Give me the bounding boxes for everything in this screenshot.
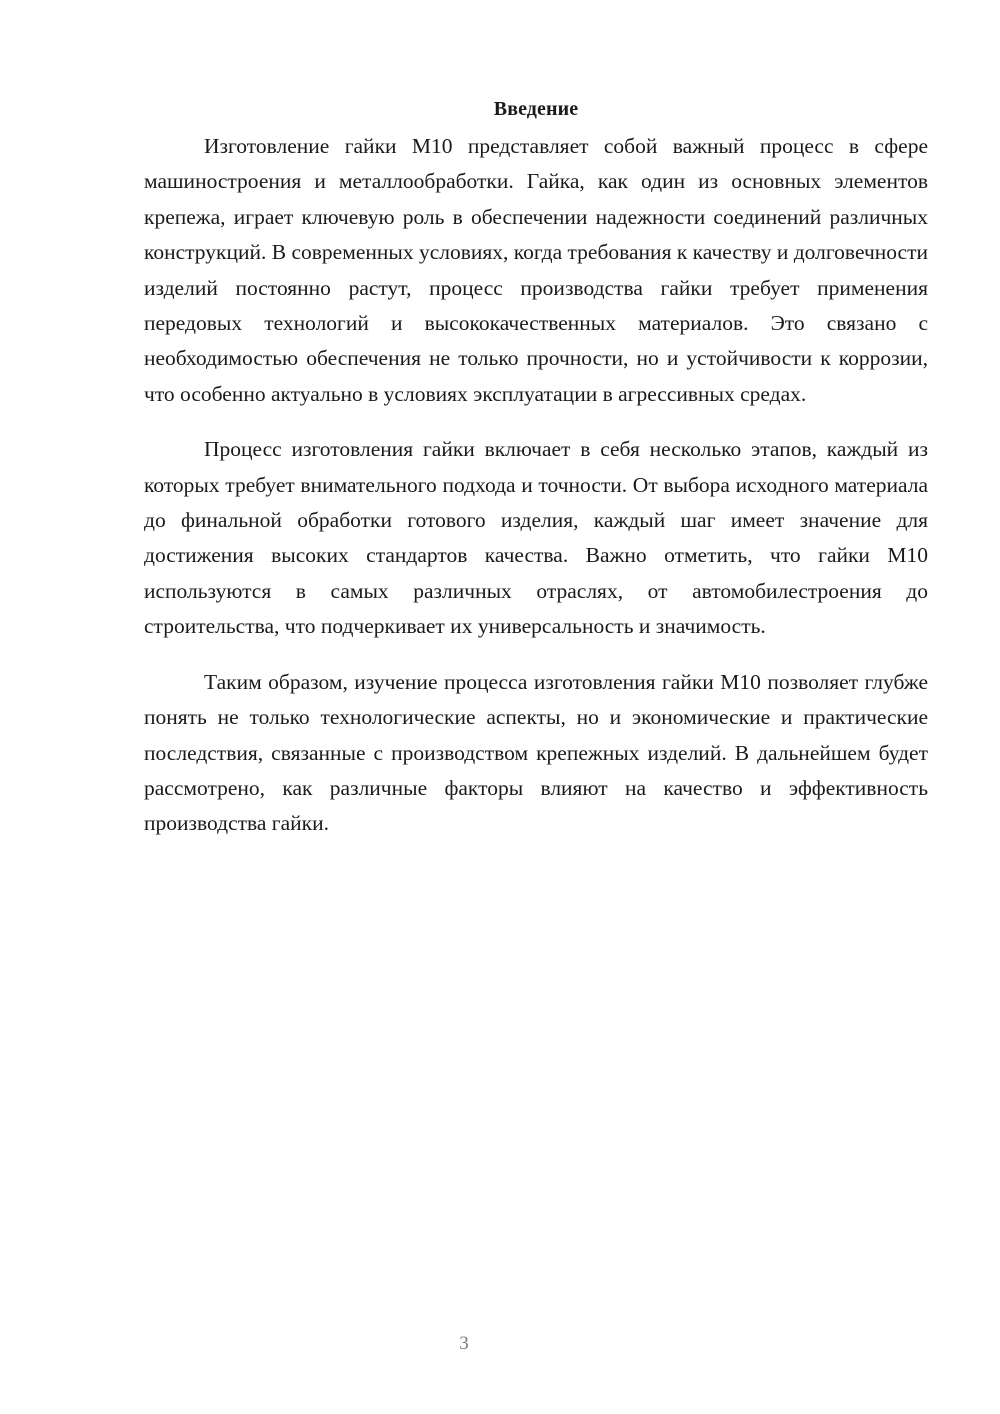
paragraph-1: Изготовление гайки М10 представляет собой важный процесс в сфере машиностроения и металлообработки. Гайка, как один из основных элементов крепежа, играет ключевую роль в обеспечении надежности соединений различных конструкций. В современных условиях, когда требования к качеству и долговечности изделий постоянно растут, процесс производства гайки требует применения передовых технологий и высококачественных материалов. Это связано с необходимостью обеспечения не только прочности, но и устойчивости к коррозии, что особенно актуально в условиях эксплуатации в агрессивных средах. — [144, 134, 928, 406]
page-number: 3 — [459, 1333, 469, 1354]
section-heading: Введение — [493, 98, 579, 120]
paragraph-2: Процесс изготовления гайки включает в себя несколько этапов, каждый из которых требует внимательного подхода и точности. От выбора исходного материала до финальной обработки готового изделия, каждый шаг имеет значение для достижения высоких стандартов качества. Важно отметить, что гайки М10 используются в самых различных отраслях, от автомобилестроения до строительства, что подчеркивает их универсальность и значимость. — [144, 437, 928, 639]
page-content — [144, 92, 928, 862]
paragraph-3: Таким образом, изучение процесса изготовления гайки М10 позволяет глубже понять не только технологические аспекты, но и экономические и практические последствия, связанные с производством крепежных изделий. В дальнейшем будет рассмотрено, как различные факторы влияют на качество и эффективность производства гайки. — [144, 669, 928, 836]
